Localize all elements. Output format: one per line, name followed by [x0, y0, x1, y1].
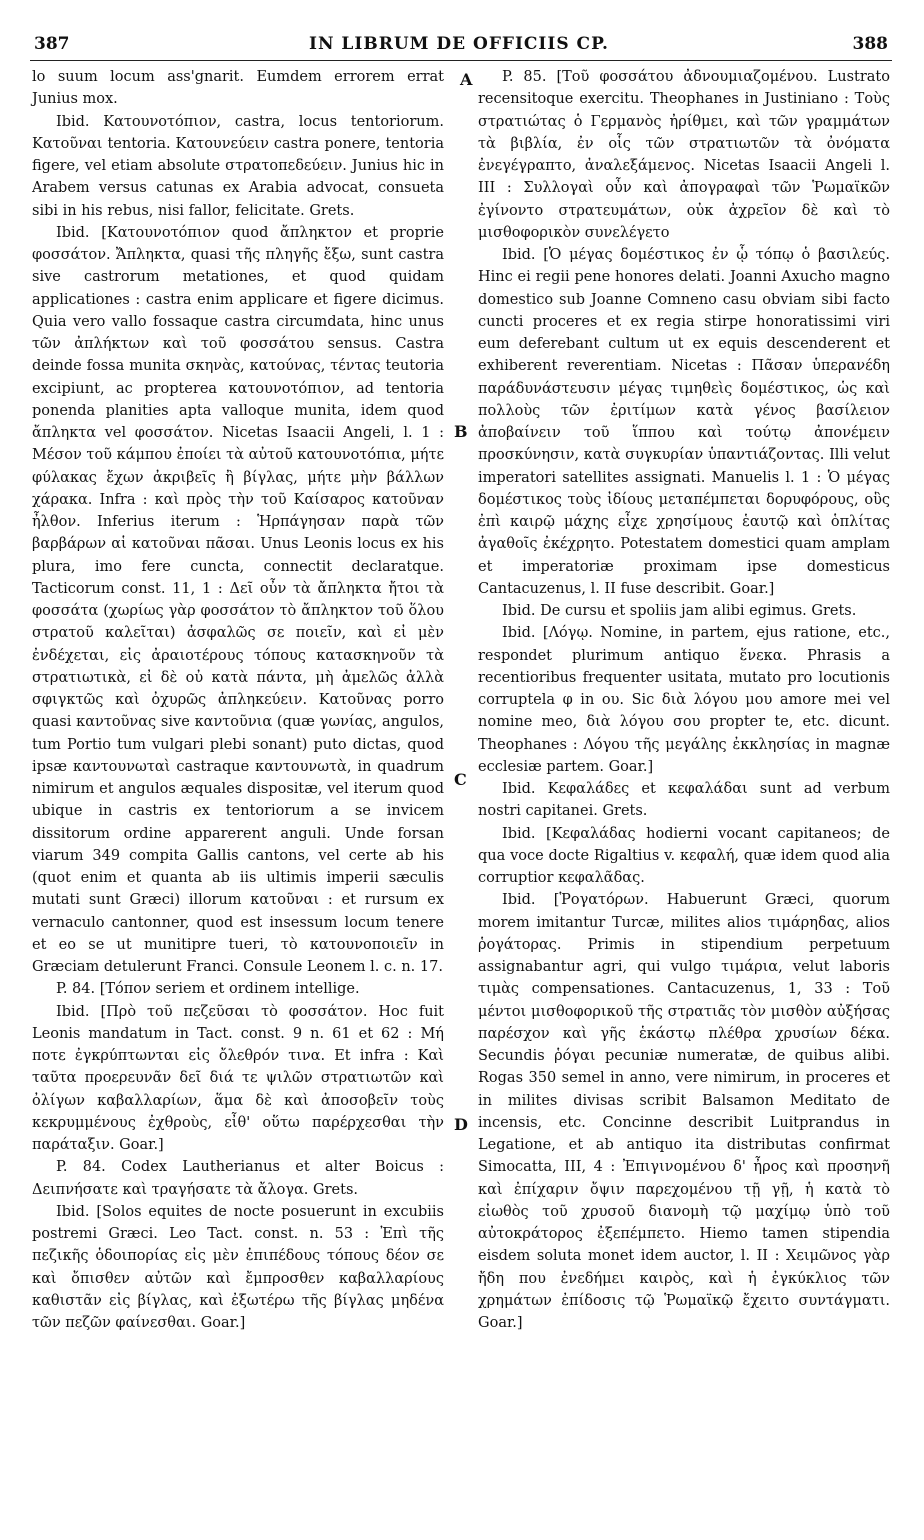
left-paragraph: Ibid. [Solos equites de nocte posuerunt in excubiis postremi Græci. Leo Tact. const. n. 53 : Ἐπὶ τῆς πεζικῆς ὁδοιπορίας εἰς μὲν ἐπιπέδους τόπους δέον σε καὶ ὄπισθεν αὐτῶν καὶ ἔμπροσθεν καβαλλαρίους καθιστᾶν εἰς βίγλας, καὶ ἐξωτέρω τῆς βίγλας μηδένα τῶν πεζῶν φαίνεσθαι. Goar.]: [32, 1203, 444, 1331]
left-paragraph: P. 84. Codex Lautherianus et alter Boicus : Δειπνήσατε καὶ τραγήσατε τὰ ἄλογα. Grets.: [32, 1159, 444, 1198]
left-paragraph: Ibid. [Πρὸ τοῦ πεζεῦσαι τὸ φοσσάτον. Hoc fuit Leonis mandatum in Tact. const. 9 n. 61 et 62 : Μή ποτε ἐγκρύπτωνται εἰς ὄλεθρόν τινα. Et infra : Καὶ ταῦτα προερευνᾶν δεῖ διά τε ψιλῶν στρατιωτῶν καὶ ὀλίγων καβαλλαρίων, ἅμα δὲ καὶ ἀποσοβεῖν τοὺς κεκρυμμένους ἐχθροὺς, εἶθ' οὕτω παρέρχεσθαι τὴν παράταξιν. Goar.]: [32, 1003, 444, 1153]
right-page-number: 388: [852, 34, 888, 54]
left-paragraph: lo suum locum ass'gnarit. Eumdem errorem errat Junius mox.: [32, 69, 444, 108]
running-title: IN LIBRUM DE OFFICIIS CP.: [309, 34, 609, 54]
left-paragraph: Ibid. Κατουνοτόπιον, castra, locus tentoriorum. Κατοῦναι tentoria. Κατουνεύειν castra ponere, tentoria figere, vel etiam absolute στρατοπεδεύειν. Junius hic in Arabem versus catunas ex Arabia advocat, consueta sibi in his rebus, nisi fallor, felicitate. Grets.: [32, 113, 444, 219]
margin-letter-b: B: [454, 422, 468, 441]
left-page-number: 387: [34, 34, 70, 54]
left-paragraph: Ibid. [Κατουνοτόπιον quod ἄπληκτον et proprie φοσσάτον. Ἄπληκτα, quasi τῆς πληγῆς ἔξω, sunt castra sive castrorum metationes, et quod quidam applicationes : castra enim applicare et figere dicimus. Quia vero vallo fossaque castra circumdata, hinc unus τῶν ἀπλήκτων καὶ τοῦ φοσσάτου sensus. Castra deinde fossa munita σκηνὰς, κατούνας, τέντας teutoria excipiunt, ac propterea κατουνοτόπιον, ad tentoria ponenda planities apta valloque munita, idem quod ἄπληκτα vel φοσσάτον. Nicetas Isaacii Angeli, l. 1 : Μέσον τοῦ κάμπου ἐποίει τὰ αὐτοῦ κατουνοτόπια, μήτε φύλακας ἔχων ἀκριβεῖς ἢ βίγλας, μήτε μὴν βάλλων χάρακα. Infra : καὶ πρὸς τὴν τοῦ Καίσαρος κατοῦναν ἦλθον. Inferius iterum : Ἡρπάγησαν παρὰ τῶν βαρβάρων αἱ κατοῦναι πᾶσαι. Unus Leonis locus ex his plura, imo fere cuncta, connectit declaratque. Tacticorum const. 11, 1 : Δεῖ οὖν τὰ ἄπληκτα ἤτοι τὰ φοσσάτα (χωρίως γὰρ φοσσάτον τὸ ἄπληκτον τοῦ ὅλου στρατοῦ καλεῖται) ἀσφαλῶς σε ποιεῖν, καὶ εἰ μὲν ἐνδέχεται, εἰς ἀραιοτέρους τόπους κατασκηνοῦν τὰ στρατιωτικὰ, εἰ δὲ οὐ κατὰ πάντα, μὴ ἀμελῶς ἀλλὰ σφιγκτῶς καὶ ὀχυρῶς ἀπληκεύειν. Κατοῦνας porro quasi καντοῦνας sive καντοῦνια (quæ γωνίας, angulos, tum Portio tum vulgari plebi sonant) puto dictas, quod ipsæ καντουνωταὶ castraque καντουνωτὰ, in quadrum nimirum et angulos æquales dispositæ, vel iterum quod ubique in castris ex tentoriorum a se invicem dissitorum ordine apparerent anguli. Unde forsan viarum 349 compita Gallis cantons, vel certe ab his (quot enim et quanta ab iis ultimis imperii sæculis mutati sunt Græci) illorum κατοῦναι : et rursum ex vernaculo cantonner, quod est insessum locum tenere et eo se ut munitipre tueri, τὸ κατουνοποιεῖν in Græciam detulerunt Franci. Consule Leonem l. c. n. 17.: [32, 224, 444, 975]
left-column: [32, 66, 444, 1334]
right-paragraph: P. 85. [Τοῦ φοσσάτου ἀδνουμιαζομένου. Lustrato recensitoque exercitu. Theophanes in Justiniano : Τοὺς στρατιώτας ὁ Γερμανὸς ἠρίθμει, καὶ τῶν γραμμάτων τὰ βιβλία, ἐν οἷς τῶν στρατιωτῶν τὰ ὀνόματα ἐνεγέγραπτο, ἀναλεξάμενος. Nicetas Isaacii Angeli l. III : Συλλογαὶ οὖν καὶ ἀπογραφαὶ τῶν Ῥωμαϊκῶν ἐγίνοντο στρατευμάτων, οὐκ ἀχρεῖον δὲ καὶ τὸ μισθοφορικὸν συνελέγετο: [478, 69, 890, 241]
right-paragraph: Ibid. De cursu et spoliis jam alibi egimus. Grets.: [502, 603, 857, 619]
right-paragraph: Ibid. [Ὁ μέγας δομέστικος ἐν ᾧ τόπῳ ὁ βασιλεύς. Hinc ei regii pene honores delati. Joanni Axucho magno domestico sub Joanne Comneno casu obviam sibi facto cuncti proceres et ex regia stirpe honoratissimi viri eum deferebant cultum ut ex equis descenderent et exhiberent reverentiam. Nicetas : Πᾶσαν ὑπερανέδη παράδυνάστευσιν μέγας τιμηθεὶς δομέστικος, ὡς καὶ πολλοὺς τῶν ἐριτίμων κατὰ γένος βασίλειον ἀποβαίνειν τοῦ ἵππου καὶ τούτῳ ἀπονέμειν προσκύνησιν, κατὰ συγκυρίαν ὑπαντιάζοντας. Illi velut imperatori satellites assignati. Manuelis l. 1 : Ὁ μέγας δομέστικος τοὺς ἰδίους μεταπέμπεται δορυφόρους, οὓς ἐπὶ καιρῷ μάχης εἶχε χρησίμους ἑαυτῷ καὶ ὁπλίτας ἀγαθοῖς ἐκέχρητο. Potestatem domestici quam amplam et imperatoriæ proximam ipse domesticus Cantacuzenus, l. II fuse describit. Goar.]: [478, 247, 890, 597]
margin-letter-c: C: [454, 770, 467, 789]
header-rule: [30, 60, 892, 61]
right-column: [478, 66, 890, 1334]
right-paragraph: Ibid. [Ῥογατόρων. Habuerunt Græci, quorum morem imitantur Turcæ, milites alios τιμάρηδας, alios ῥογάτορας. Primis in stipendium perpetuum assignabantur agri, qui vulgo τιμάρια, velut laboris τιμὰς compensationes. Cantacuzenus, 1, 33 : Τοῦ μέντοι μισθοφορικοῦ τῆς στρατιᾶς τὸν μισθὸν αὐξήσας παρέσχον καὶ γῆς ἑκάστῳ πλέθρα χρυσίων δέκα. Secundis ῥόγαι pecuniæ numeratæ, de quibus alibi. Rogas 350 semel in anno, vere nimirum, in proceres et in milites divisas scribit Balsamon Meditato de incensis, etc. Concinne describit Luitprandus in Legatione, et ab antiquo ita distributas confirmat Simocatta, III, 4 : Ἐπιγινομένου δ' ἦρος καὶ προσηνῆ καὶ ἐπίχαριν ὄψιν παρεχομένου τῇ γῇ, ἡ κατὰ τὸ εἰωθὸς τοῦ χρυσοῦ διανομὴ τῷ μαχίμῳ ὑπὸ τοῦ αὐτοκράτορος ἐξεπέμπετο. Hiemo tamen stipendia eisdem soluta monet idem auctor, l. II : Χειμῶνος γὰρ ἤδη που ἐνεδήμει καιρὸς, καὶ ἡ ἐγκύκλιος τῶν χρημάτων ἐπίδοσις τῷ Ῥωμαϊκῷ ἔχειτο συντάγματι. Goar.]: [478, 892, 890, 1331]
running-header: [30, 34, 888, 68]
left-paragraph: P. 84. [Τόπον seriem et ordinem intellige.: [56, 981, 360, 998]
margin-letter-a: A: [460, 70, 473, 89]
right-paragraph: Ibid. [Λόγῳ. Nomine, in partem, ejus ratione, etc., respondet plurimum antiquo ἕνεκα. Phrasis a recentioribus frequenter usitata, mutato pro locutionis corruptela φ in ου. Sic διὰ λόγου μου amore mei vel nomine meo, διὰ λόγου σου propter te, etc. dicunt. Theophanes : Λόγου τῆς μεγάλης ἐκκλησίας in magnæ ecclesiæ partem. Goar.]: [478, 625, 890, 775]
right-paragraph: Ibid. Κεφαλάδες et κεφαλάδαι sunt ad verbum nostri capitanei. Grets.: [478, 781, 890, 820]
right-paragraph: Ibid. [Κεφαλάδας hodierni vocant capitaneos; de qua voce docte Rigaltius v. κεφαλή, quæ idem quod alia corruptior κεφαλᾶδας.: [478, 825, 890, 886]
margin-letter-d: D: [454, 1115, 468, 1134]
